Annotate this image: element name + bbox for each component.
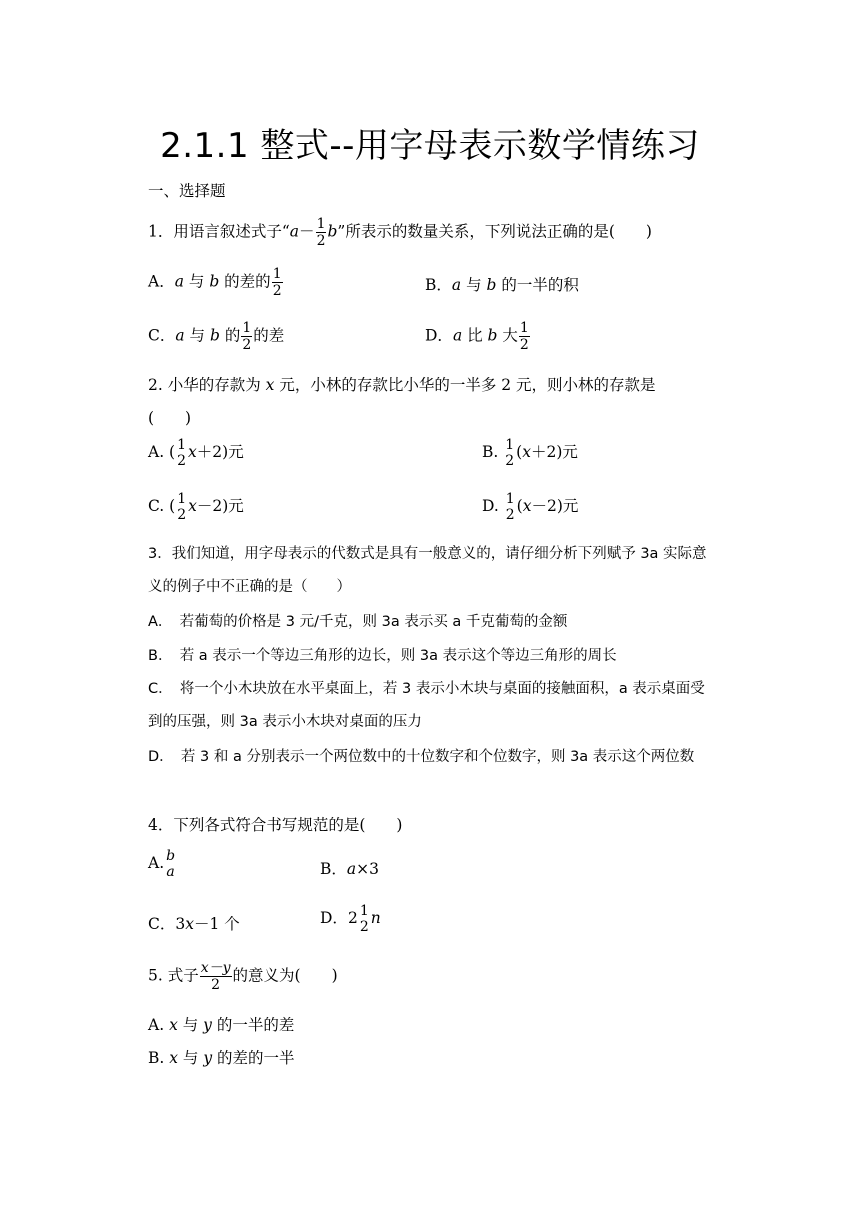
question-4-option-d: D．2 1 2 n — [320, 903, 381, 935]
question-5-option-b: B. x 与 y 的差的一半 — [148, 1049, 295, 1067]
fraction: $\frac{x-y}{2}$ — [200, 960, 231, 993]
question-1-stem: 1．用语言叙述式子“a－ $\frac{1}{2}$ b”所表示的数量关系，下列说法正确的是( ) — [148, 216, 652, 249]
fraction: $\frac{1}{2}$ — [272, 266, 282, 299]
question-2-option-c: C. ( 1 2 x－2)元 — [148, 491, 244, 523]
fraction: 1 2 — [505, 491, 515, 523]
question-1-option-a: A．a 与 b 的差的 $\frac{1}{2}$ — [148, 266, 282, 299]
question-2-stem-line2: ( ) — [148, 409, 192, 427]
section-heading: 一、选择题 — [148, 182, 226, 200]
question-3-option-a: A． 若葡萄的价格是 3 元/千克，则 3a 表示买 a 千克葡萄的金额 — [148, 614, 568, 630]
fraction: b a — [166, 848, 176, 880]
question-1-option-b: B．a 与 b 的一半的积 — [425, 276, 579, 294]
question-2-option-b: B. 1 2 (x＋2)元 — [482, 437, 578, 469]
question-2-stem: 2. 小华的存款为 x 元，小林的存款比小华的一半多 2 元，则小林的存款是 — [148, 376, 656, 394]
question-1-option-c: C．a 与 b 的 $\frac{1}{2}$ 的差 — [148, 320, 285, 353]
question-1-option-d: D．a 比 b 大 $\frac{1}{2}$ — [425, 320, 529, 353]
fraction: 1 2 — [505, 437, 515, 469]
question-4-option-b: B．a×3 — [320, 860, 379, 878]
question-2-option-a: A. ( 1 2 x＋2)元 — [148, 437, 244, 469]
fraction: $\frac{1}{2}$ — [242, 320, 252, 353]
fraction: 1 2 — [177, 437, 187, 469]
question-4-option-a: A. b a — [148, 848, 176, 880]
question-5-stem: 5. 式子 $\frac{x-y}{2}$ 的意义为( ) — [148, 960, 338, 993]
question-4-stem: 4．下列各式符合书写规范的是( ) — [148, 816, 403, 834]
question-3-stem: 3．我们知道，用字母表示的代数式是具有一般意义的，请仔细分析下列赋予 3a 实际意义的例子中不正确的是（ ） — [148, 546, 707, 595]
fraction: $\frac{1}{2}$ — [316, 216, 326, 249]
fraction: $\frac{1}{2}$ — [519, 320, 529, 353]
fraction: 1 2 — [177, 491, 187, 523]
question-3-option-c: C． 将一个小木块放在水平桌面上，若 3 表示小木块与桌面的接触面积，a 表示桌面受到的压强，则 3a 表示小木块对桌面的压力 — [148, 681, 705, 730]
question-4-option-c: C．3x－1 个 — [148, 915, 240, 933]
question-2-option-d: D. 1 2 (x－2)元 — [482, 491, 579, 523]
question-3-option-d: D． 若 3 和 a 分别表示一个两位数中的十位数字和个位数字，则 3a 表示这个两位数 — [148, 749, 695, 765]
question-5-option-a: A. x 与 y 的一半的差 — [148, 1016, 295, 1034]
page-title: 2.1.1 整式--用字母表示数学情练习 — [160, 126, 700, 166]
fraction: 1 2 — [359, 903, 369, 935]
question-3-option-b: B． 若 a 表示一个等边三角形的边长，则 3a 表示这个等边三角形的周长 — [148, 648, 617, 664]
